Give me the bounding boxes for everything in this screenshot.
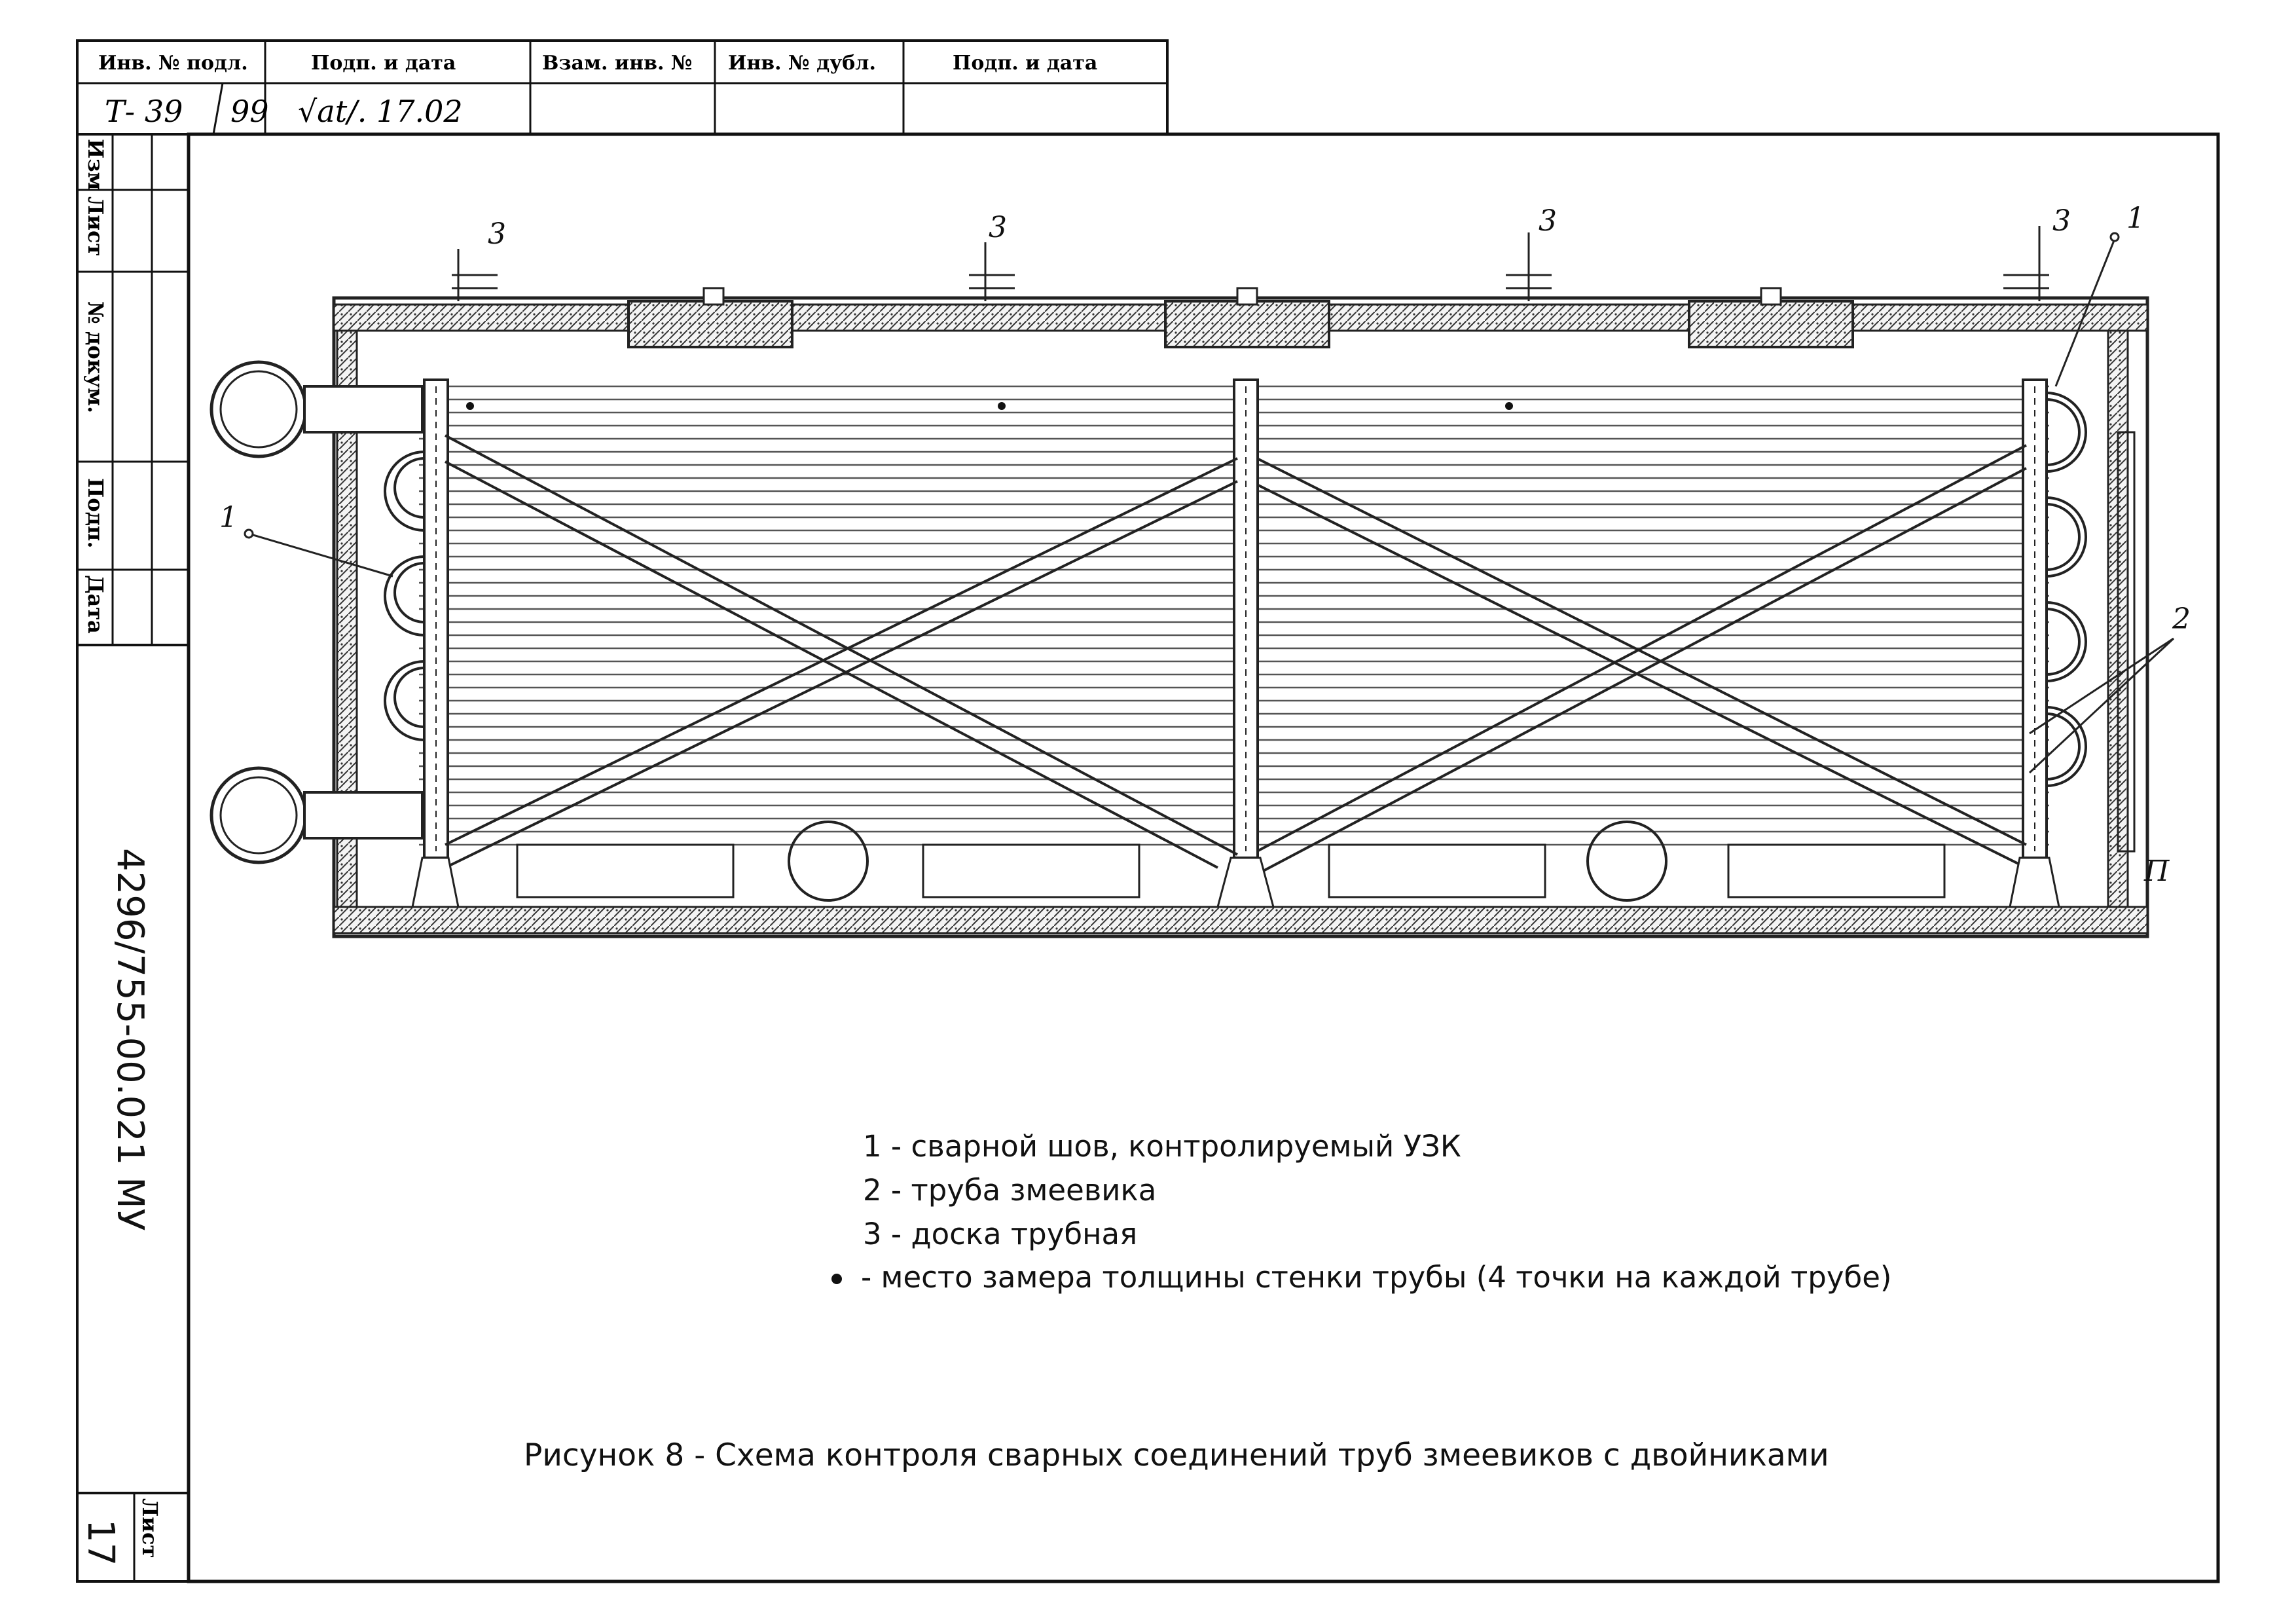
stamp-signature-date: √at/. 17.02	[298, 94, 463, 129]
legend-item-2: 2 - труба змеевика	[863, 1173, 1157, 1208]
document-code: 4296/755-00.021 МУ	[109, 848, 151, 1231]
stamp-header-sign-date-2: Подп. и дата	[953, 52, 1098, 75]
legend-item-1: 1 - сварной шов, контролируемый УЗК	[863, 1129, 1461, 1164]
legend	[831, 1129, 1891, 1295]
stamp-header-sign-date-1: Подп. и дата	[311, 52, 456, 75]
callout-p-mark: П	[2144, 855, 2170, 888]
stamp-header-inv-dubl: Инв. № дубл.	[728, 52, 876, 75]
stamp-header-vzam-inv: Взам. инв. №	[542, 52, 693, 75]
sheet-label: Лист	[137, 1498, 162, 1559]
figure-caption: Рисунок 8 - Схема контроля сварных соединений труб змеевиков с двойниками	[524, 1437, 1829, 1473]
callout-1-left: 1	[219, 501, 238, 534]
callout-3-b: 3	[989, 211, 1007, 244]
callout-3-a: 3	[488, 217, 506, 251]
side-label-doc-no: № докум.	[83, 301, 108, 414]
stamp-inv-number-2: 99	[230, 94, 269, 129]
legend-item-3: 3 - доска трубная	[863, 1217, 1138, 1251]
stamp-inv-number: Т- 39	[105, 94, 183, 129]
coil-heat-exchanger-drawing	[211, 226, 2174, 936]
callout-3-c: 3	[1539, 204, 1557, 238]
side-label-list: Лист	[83, 196, 108, 257]
callout-1-top: 1	[2126, 202, 2145, 235]
side-label-izm: Изм	[83, 139, 108, 191]
side-label-sign: Подп.	[83, 478, 108, 549]
callout-3-d: 3	[2052, 204, 2071, 238]
stamp-header-inv-podl: Инв. № подл.	[98, 52, 248, 75]
side-label-date: Дата	[83, 575, 108, 634]
legend-dot-marker	[831, 1274, 842, 1284]
legend-item-4: - место замера толщины стенки трубы (4 точки на каждой трубе)	[861, 1260, 1892, 1295]
callout-2: 2	[2172, 602, 2191, 636]
sheet-number: 17	[79, 1519, 122, 1566]
